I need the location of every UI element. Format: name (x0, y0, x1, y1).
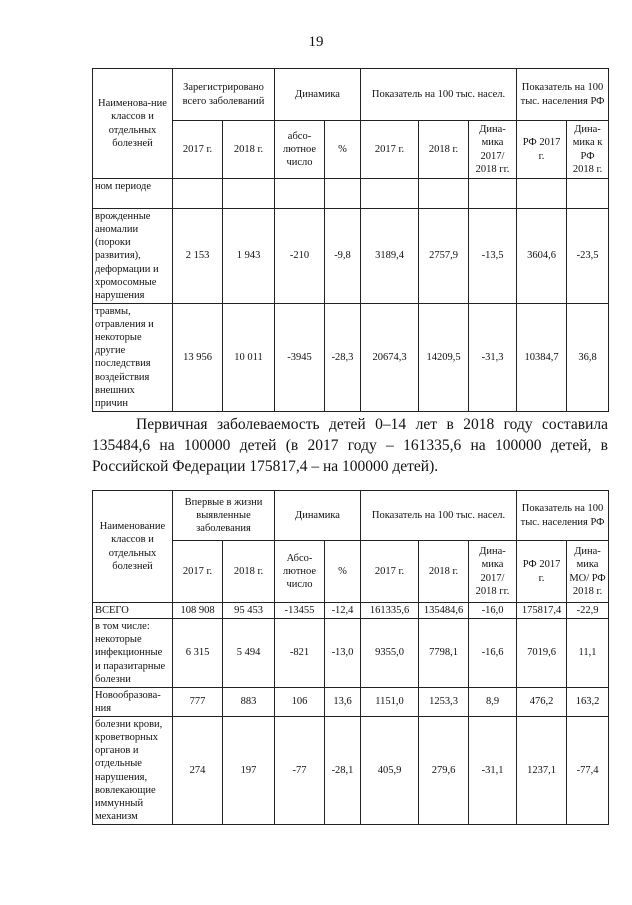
header-2017: 2017 г. (173, 121, 223, 179)
cell: -3945 (275, 303, 325, 411)
cell: 95 453 (223, 603, 275, 619)
header-dyn-rf: Дина-мика МО/ РФ 2018 г. (567, 541, 609, 603)
header-rf2017: РФ 2017 г. (517, 121, 567, 179)
cell (361, 179, 419, 209)
row-name: врожденные аномалии (пороки развития), деформации и хромосомные нарушения (93, 209, 173, 304)
cell: -31,3 (469, 303, 517, 411)
cell: 7798,1 (419, 619, 469, 688)
header-pct: % (325, 121, 361, 179)
header-abs: Абсо-лютное число (275, 541, 325, 603)
cell: 9355,0 (361, 619, 419, 688)
cell: 5 494 (223, 619, 275, 688)
cell: -13,5 (469, 209, 517, 304)
table-row (93, 179, 609, 209)
header-abs: абсо-лютное число (275, 121, 325, 179)
cell: 1237,1 (517, 717, 567, 825)
cell: 108 908 (173, 603, 223, 619)
header-2017: 2017 г. (173, 541, 223, 603)
header-dynamics: Динамика (275, 491, 361, 541)
cell: 106 (275, 687, 325, 716)
header-registered: Зарегистрировано всего заболеваний (173, 69, 275, 121)
cell (567, 179, 609, 209)
cell: 10 011 (223, 303, 275, 411)
cell: -28,1 (325, 717, 361, 825)
cell: 1 943 (223, 209, 275, 304)
cell: 1151,0 (361, 687, 419, 716)
header-per100k-rf: Показатель на 100 тыс. населения РФ (517, 69, 609, 121)
cell: -77,4 (567, 717, 609, 825)
row-name: ВСЕГО (93, 603, 173, 619)
cell: 135484,6 (419, 603, 469, 619)
cell: 175817,4 (517, 603, 567, 619)
cell: -12,4 (325, 603, 361, 619)
cell: 7019,6 (517, 619, 567, 688)
cell (469, 179, 517, 209)
header-per100k: Показатель на 100 тыс. насел. (361, 491, 517, 541)
cell: -23,5 (567, 209, 609, 304)
cell: -9,8 (325, 209, 361, 304)
header-dyn-rf: Дина-мика к РФ 2018 г. (567, 121, 609, 179)
header-dynamics: Динамика (275, 69, 361, 121)
row-name: ном периоде (93, 179, 173, 209)
header-2018: 2018 г. (223, 541, 275, 603)
header-name: Наименова-ние классов и отдельных болезней (93, 69, 173, 179)
row-name: Новообразова-ния (93, 687, 173, 716)
cell: -13455 (275, 603, 325, 619)
page-number: 19 (308, 34, 324, 50)
header-dyn: Дина-мика 2017/ 2018 гг. (469, 541, 517, 603)
cell: -22,9 (567, 603, 609, 619)
table-row (93, 209, 609, 304)
cell: 274 (173, 717, 223, 825)
cell (223, 179, 275, 209)
cell: 197 (223, 717, 275, 825)
cell: 476,2 (517, 687, 567, 716)
cell: 14209,5 (419, 303, 469, 411)
cell: 6 315 (173, 619, 223, 688)
table-disease-first-detected (92, 490, 609, 825)
cell (419, 179, 469, 209)
cell: 3189,4 (361, 209, 419, 304)
table-row (93, 619, 609, 688)
row-name: болезни крови, кроветворных органов и отдельные нарушения, вовлекающие иммунный механизм (93, 717, 173, 825)
table-row (93, 603, 609, 619)
cell: 405,9 (361, 717, 419, 825)
cell: 13 956 (173, 303, 223, 411)
header-p2017: 2017 г. (361, 121, 419, 179)
cell: 36,8 (567, 303, 609, 411)
row-name: в том числе: некоторые инфекционные и паразитарные болезни (93, 619, 173, 688)
cell: 2 153 (173, 209, 223, 304)
cell: 163,2 (567, 687, 609, 716)
cell: -16,0 (469, 603, 517, 619)
cell: 2757,9 (419, 209, 469, 304)
cell: -77 (275, 717, 325, 825)
cell (325, 179, 361, 209)
header-first-detected: Впервые в жизни выявленные заболевания (173, 491, 275, 541)
cell: 13,6 (325, 687, 361, 716)
summary-paragraph: Первичная заболеваемость детей 0–14 лет в 2018 году составила 135484,6 на 100000 детей (в 2017 году – 161335,6 на 100000 детей, в Российской Федерации 175817,4 – на 100000 детей). (92, 416, 608, 475)
cell: -31,1 (469, 717, 517, 825)
header-2018: 2018 г. (223, 121, 275, 179)
cell: 883 (223, 687, 275, 716)
cell: 20674,3 (361, 303, 419, 411)
table-row (93, 303, 609, 411)
cell (275, 179, 325, 209)
cell: 11,1 (567, 619, 609, 688)
header-p2018: 2018 г. (419, 121, 469, 179)
cell: -210 (275, 209, 325, 304)
cell: -821 (275, 619, 325, 688)
header-per100k: Показатель на 100 тыс. насел. (361, 69, 517, 121)
header-name: Наименование классов и отдельных болезней (93, 491, 173, 603)
header-p2018: 2018 г. (419, 541, 469, 603)
header-p2017: 2017 г. (361, 541, 419, 603)
cell: 1253,3 (419, 687, 469, 716)
cell: 161335,6 (361, 603, 419, 619)
cell: -13,0 (325, 619, 361, 688)
cell: 3604,6 (517, 209, 567, 304)
cell (517, 179, 567, 209)
header-rf2017: РФ 2017 г. (517, 541, 567, 603)
cell: -16,6 (469, 619, 517, 688)
header-per100k-rf: Показатель на 100 тыс. населения РФ (517, 491, 609, 541)
header-dyn: Дина-мика 2017/ 2018 гг. (469, 121, 517, 179)
table-row (93, 687, 609, 716)
row-name: травмы, отравления и некоторые другие последствия воздействия внешних причин (93, 303, 173, 411)
cell: 10384,7 (517, 303, 567, 411)
cell: 8,9 (469, 687, 517, 716)
cell (173, 179, 223, 209)
header-pct: % (325, 541, 361, 603)
cell: 777 (173, 687, 223, 716)
table-disease-registered (92, 68, 609, 412)
table-row (93, 717, 609, 825)
cell: 279,6 (419, 717, 469, 825)
cell: -28,3 (325, 303, 361, 411)
